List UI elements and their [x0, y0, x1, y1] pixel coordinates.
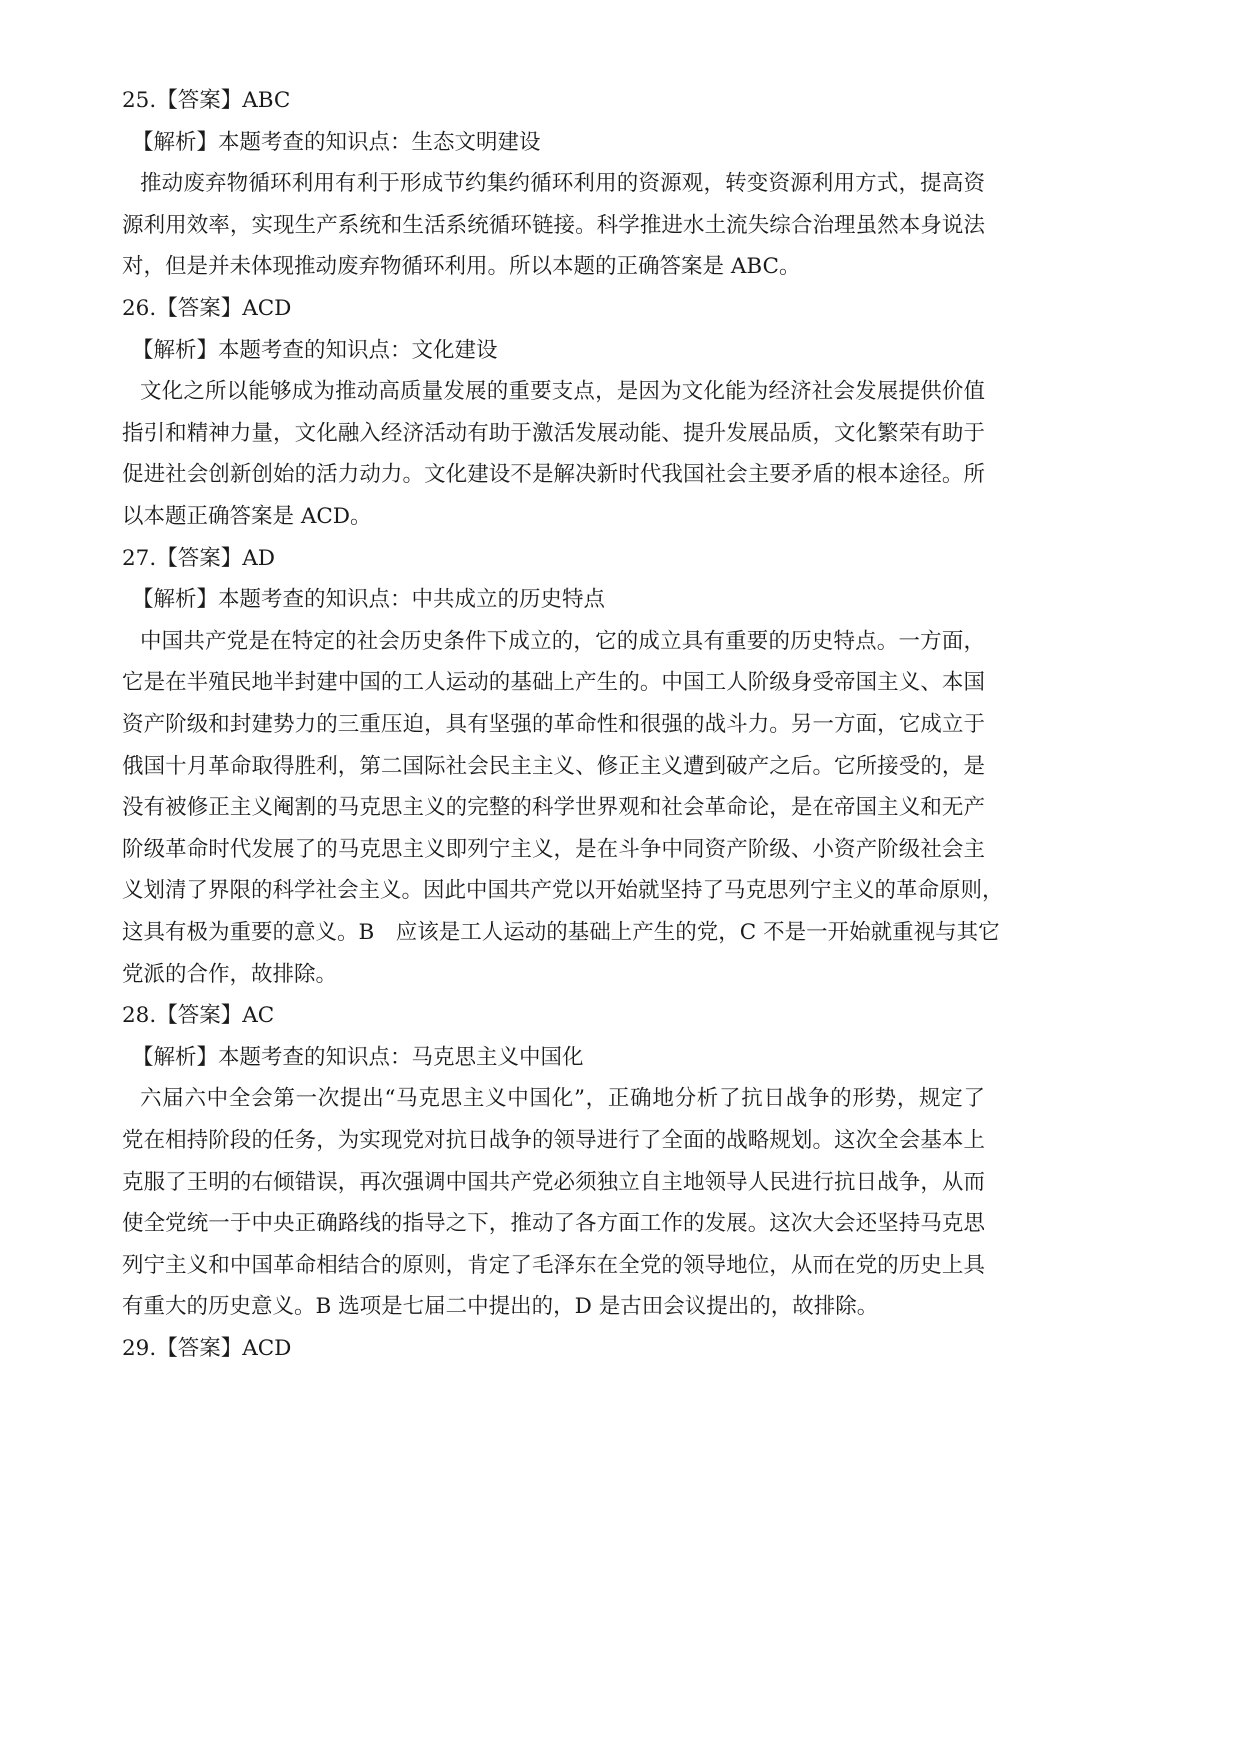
- analysis-paragraph-line: 对，但是并未体现推动废弃物循环利用。所以本题的正确答案是 ABC。: [122, 254, 801, 279]
- analysis-paragraph-line: 列宁主义和中国革命相结合的原则，肯定了毛泽东在全党的领导地位，从而在党的历史上具: [122, 1253, 985, 1278]
- analysis-paragraph-line: 中国共产党是在特定的社会历史条件下成立的，它的成立具有重要的历史特点。一方面，: [140, 629, 985, 654]
- analysis-paragraph-line: 义划清了界限的科学社会主义。因此中国共产党以开始就坚持了马克思列宁主义的革命原则，: [122, 878, 1004, 903]
- analysis-paragraph-line: 促进社会创新创始的活力动力。文化建设不是解决新时代我国社会主要矛盾的根本途径。所: [122, 462, 985, 487]
- analysis-paragraph-line: 俄国十月革命取得胜利，第二国际社会民主主义、修正主义遭到破产之后。它所接受的，是: [122, 754, 985, 779]
- analysis-paragraph-line: 没有被修正主义阉割的马克思主义的完整的科学世界观和社会革命论，是在帝国主义和无产: [122, 795, 985, 820]
- answer-heading: 29.【答案】ACD: [122, 1336, 292, 1361]
- analysis-paragraph-line: 有重大的历史意义。B 选项是七届二中提出的，D 是古田会议提出的，故排除。: [122, 1294, 879, 1319]
- analysis-paragraph-line: 阶级革命时代发展了的马克思主义即列宁主义，是在斗争中同资产阶级、小资产阶级社会主: [122, 837, 985, 862]
- analysis-paragraph-line: 党派的合作，故排除。: [122, 962, 338, 987]
- analysis-paragraph-line: 以本题正确答案是 ACD。: [122, 504, 372, 529]
- analysis-paragraph-line: 文化之所以能够成为推动高质量发展的重要支点，是因为文化能为经济社会发展提供价值: [140, 379, 985, 404]
- answer-heading: 26.【答案】ACD: [122, 296, 292, 321]
- analysis-heading: 【解析】本题考查的知识点：马克思主义中国化: [132, 1045, 584, 1070]
- analysis-paragraph-line: 使全党统一于中央正确路线的指导之下，推动了各方面工作的发展。这次大会还坚持马克思: [122, 1211, 985, 1236]
- answer-heading: 28.【答案】AC: [122, 1003, 275, 1028]
- analysis-paragraph-line: 六届六中全会第一次提出“马克思主义中国化”，正确地分析了抗日战争的形势，规定了: [140, 1086, 985, 1111]
- answer-heading: 25.【答案】ABC: [122, 88, 291, 113]
- analysis-paragraph-line: 这具有极为重要的意义。B 应该是工人运动的基础上产生的党，C 不是一开始就重视与其它: [122, 920, 1000, 945]
- analysis-paragraph-line: 源利用效率，实现生产系统和生活系统循环链接。科学推进水土流失综合治理虽然本身说法: [122, 213, 985, 238]
- analysis-heading: 【解析】本题考查的知识点：中共成立的历史特点: [132, 587, 606, 612]
- analysis-heading: 【解析】本题考查的知识点：文化建设: [132, 338, 498, 363]
- analysis-paragraph-line: 推动废弃物循环利用有利于形成节约集约循环利用的资源观，转变资源利用方式，提高资: [140, 171, 985, 196]
- analysis-paragraph-line: 克服了王明的右倾错误，再次强调中国共产党必须独立自主地领导人民进行抗日战争，从而: [122, 1170, 985, 1195]
- analysis-paragraph-line: 它是在半殖民地半封建中国的工人运动的基础上产生的。中国工人阶级身受帝国主义、本国: [122, 670, 985, 695]
- answer-heading: 27.【答案】AD: [122, 546, 275, 571]
- analysis-paragraph-line: 指引和精神力量，文化融入经济活动有助于激活发展动能、提升发展品质，文化繁荣有助于: [122, 421, 985, 446]
- analysis-paragraph-line: 党在相持阶段的任务，为实现党对抗日战争的领导进行了全面的战略规划。这次全会基本上: [122, 1128, 985, 1153]
- analysis-heading: 【解析】本题考查的知识点：生态文明建设: [132, 130, 541, 155]
- analysis-paragraph-line: 资产阶级和封建势力的三重压迫，具有坚强的革命性和很强的战斗力。另一方面，它成立于: [122, 712, 985, 737]
